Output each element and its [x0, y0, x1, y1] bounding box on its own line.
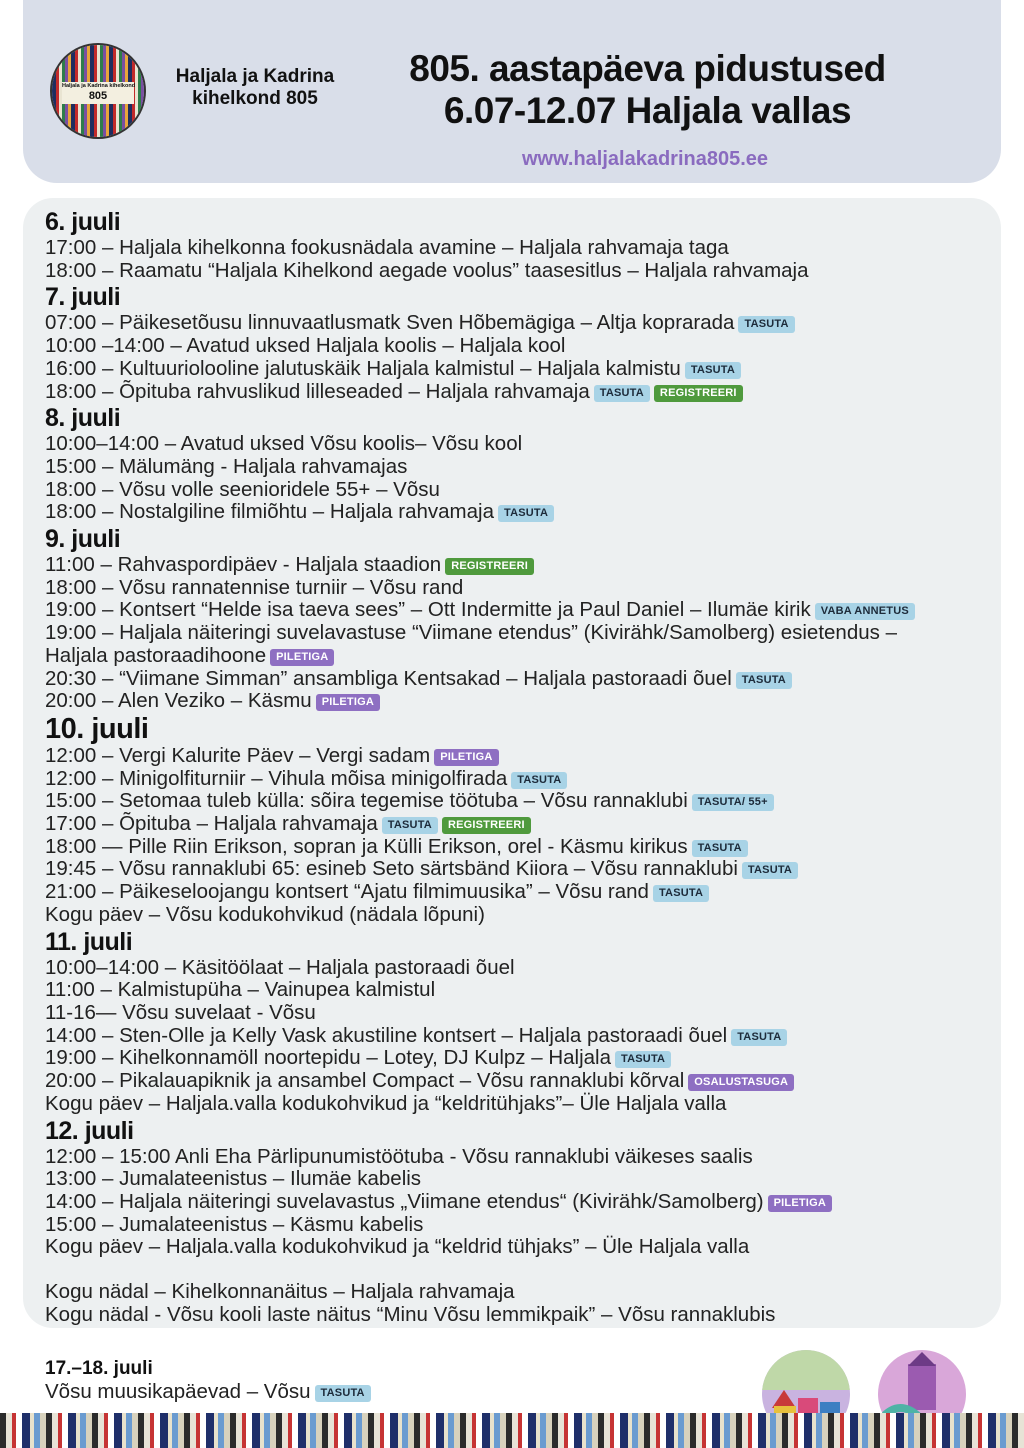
tag-piletiga: PILETIGA	[768, 1195, 832, 1212]
tag-tasuta: TASUTA	[594, 385, 650, 402]
event-row	[45, 1047, 1020, 1070]
tag-tasuta: TASUTA	[685, 362, 741, 379]
tag-tasuta: TASUTA	[738, 316, 794, 333]
event-row	[45, 577, 1020, 600]
event-text: 11:00 – Rahvaspordipäev - Haljala staadion	[45, 553, 442, 577]
event-text: 12:00 – 15:00 Anli Eha Pärlipunumistöötuba - Võsu rannaklubi väikeses saalis	[45, 1144, 753, 1168]
event-text: 18:00 – Võsu volle seenioridele 55+ – Võsu	[45, 477, 440, 501]
tag-tasuta: TASUTA	[511, 772, 567, 789]
event-text: 19:45 – Võsu rannaklubi 65: esineb Seto särtsbänd Kiiora – Võsu rannaklubi	[45, 857, 738, 881]
event-row	[45, 836, 1020, 859]
event-text: 17:00 – Haljala kihelkonna fookusnädala avamine – Haljala rahvamaja taga	[45, 236, 729, 259]
event-row	[45, 979, 1020, 1002]
event-text: 15:00 – Mälumäng - Haljala rahvamajas	[45, 454, 408, 478]
event-text: 20:00 – Pikalauapiknik ja ansambel Compact – Võsu rannaklubi kõrval	[45, 1069, 685, 1093]
event-row	[45, 790, 1020, 813]
event-text: 19:00 – Kontsert “Helde isa taeva sees” – Ott Indermitte ja Paul Daniel – Ilumäe kirik	[45, 598, 811, 622]
event-row	[45, 554, 1020, 577]
event-text: 18:00 – Raamatu “Haljala Kihelkond aegade voolus” taasesitlus – Haljala rahvamaja	[45, 258, 809, 282]
event-row	[45, 622, 945, 667]
week-event-row: Kogu nädal – Kihelkonnanäitus – Haljala rahvamaja	[45, 1280, 515, 1304]
event-text: 15:00 – Jumalateenistus – Käsmu kabelis	[45, 1212, 424, 1236]
event-row	[45, 668, 1020, 691]
day-heading: 9. juuli	[45, 525, 121, 554]
org-name	[160, 66, 350, 110]
event-text: Kogu päev – Haljala.valla kodukohvikud ja “keldritühjaks”– Üle Haljala valla	[45, 1091, 727, 1115]
logo	[52, 45, 144, 137]
org-name-line-1: Haljala ja Kadrina	[175, 66, 335, 87]
event-row	[45, 358, 1020, 381]
event-text: 15:00 – Setomaa tuleb külla: sõira tegemise töötuba – Võsu rannaklubi	[45, 789, 688, 813]
tag-tasuta: TASUTA	[742, 862, 798, 879]
event-text: 18:00 — Pille Riin Erikson, sopran ja Külli Erikson, orel - Käsmu kirikus	[45, 834, 688, 858]
tag-tasuta: TASUTA	[736, 672, 792, 689]
event-row	[45, 1236, 1020, 1259]
tag-tasuta: TASUTA	[692, 840, 748, 857]
day-heading: 6. juuli	[45, 208, 121, 236]
tag-registreeri[interactable]: REGISTREERI	[445, 558, 534, 575]
tag-tasuta: TASUTA	[731, 1029, 787, 1046]
event-row	[45, 1002, 1020, 1025]
event-row	[45, 260, 1020, 283]
day-heading: 8. juuli	[45, 404, 121, 433]
logo-number: 805	[88, 90, 108, 102]
logo-small-text: Haljala ja Kadrina kihelkond	[62, 83, 136, 89]
event-text: 10:00–14:00 – Käsitöölaat – Haljala pastoraadi õuel	[45, 955, 515, 979]
tag-tasuta: TASUTA	[498, 505, 554, 522]
org-name-line-2: kihelkond 805	[192, 88, 318, 109]
tag-registreeri[interactable]: REGISTREERI	[442, 817, 531, 834]
extra-event	[45, 1358, 371, 1404]
tag-registreeri[interactable]: REGISTREERI	[654, 385, 743, 402]
event-text: 14:00 – Sten-Olle ja Kelly Vask akustiline kontsert – Haljala pastoraadi õuel	[45, 1023, 728, 1047]
event-text: 18:00 – Nostalgiline filmiõhtu – Haljala rahvamaja	[45, 500, 494, 524]
event-row	[45, 1025, 1020, 1048]
event-text: 12:00 – Minigolfiturniir – Vihula mõisa minigolfirada	[45, 766, 508, 790]
event-row	[45, 858, 1020, 881]
event-row	[45, 335, 1020, 358]
event-row	[45, 1070, 1020, 1093]
tag-vaba-annetus: VABA ANNETUS	[815, 603, 915, 620]
event-text: 11:00 – Kalmistupüha – Vainupea kalmistul	[45, 978, 436, 1002]
event-row	[45, 1214, 1020, 1237]
event-text: 11-16— Võsu suvelaat - Võsu	[45, 1000, 316, 1024]
tag-tasuta: TASUTA	[315, 1385, 371, 1402]
event-row	[45, 813, 1020, 836]
event-text: 12:00 – Vergi Kalurite Päev – Vergi sadam	[45, 743, 431, 767]
schedule-list	[45, 207, 1020, 1326]
event-row	[45, 501, 1020, 524]
woven-stripe-decoration	[0, 1413, 1024, 1448]
event-text: 19:00 – Kihelkonnamöll noortepidu – Lotey, DJ Kulpz – Haljala	[45, 1046, 612, 1070]
event-row	[45, 381, 1020, 404]
event-text: 07:00 – Päikesetõusu linnuvaatlusmatk Sven Hõbemägiga – Altja koprarada	[45, 311, 735, 335]
event-row	[45, 745, 1020, 768]
event-row	[45, 433, 1020, 456]
event-row	[45, 1093, 1020, 1116]
extra-event-date: 17.–18. juuli	[45, 1358, 153, 1379]
tag-tasuta-55: TASUTA/ 55+	[692, 794, 774, 811]
title-line-2: 6.07-12.07 Haljala vallas	[443, 90, 852, 131]
event-text: 14:00 – Haljala näiteringi suvelavastus „Viimane etendus“ (Kivirähk/Samolberg)	[45, 1189, 764, 1213]
event-text: 10:00 –14:00 – Avatud uksed Haljala koolis – Haljala kool	[45, 334, 566, 358]
day-heading: 7. juuli	[45, 283, 121, 312]
tag-tasuta: TASUTA	[615, 1051, 671, 1068]
logo-plate	[62, 82, 134, 104]
event-text: 10:00–14:00 – Avatud uksed Võsu koolis– Võsu kool	[45, 432, 523, 456]
event-row	[45, 479, 1020, 502]
event-text: 18:00 – Võsu rannatennise turniir – Võsu rand	[45, 575, 464, 599]
event-row	[45, 768, 1020, 791]
tag-piletiga: PILETIGA	[316, 694, 380, 711]
event-text: Kogu päev – Haljala.valla kodukohvikud ja “keldrid tühjaks” – Üle Haljala valla	[45, 1235, 750, 1259]
tag-piletiga: PILETIGA	[270, 649, 334, 666]
event-row	[45, 904, 1020, 927]
title-line-1: 805. aastapäeva pidustused	[409, 48, 886, 89]
tag-piletiga: PILETIGA	[434, 749, 498, 766]
event-row	[45, 456, 1020, 479]
spacer	[45, 1259, 1020, 1281]
day-heading: 10. juuli	[45, 712, 149, 745]
event-text: 18:00 – Õpituba rahvuslikud lilleseaded – Haljala rahvamaja	[45, 379, 590, 403]
event-text: 21:00 – Päikeseloojangu kontsert “Ajatu filmimuusika” – Võsu rand	[45, 880, 649, 904]
extra-event-line	[45, 1380, 371, 1404]
page-title	[360, 48, 935, 132]
tag-osalustasuga: OSALUSTASUGA	[688, 1074, 794, 1091]
event-text: 13:00 – Jumalateenistus – Ilumäe kabelis	[45, 1167, 422, 1191]
event-text: 19:00 – Haljala näiteringi suvelavastuse “Viimane etendus” (Kivirähk/Samolberg) esietendus – Haljala pastoraadihoone	[45, 621, 897, 667]
event-row	[45, 1146, 1020, 1169]
event-row	[45, 237, 1020, 260]
event-row	[45, 690, 1020, 713]
tag-tasuta: TASUTA	[382, 817, 438, 834]
event-text: 17:00 – Õpituba – Haljala rahvamaja	[45, 812, 378, 836]
event-text: 16:00 – Kultuuriolooline jalutuskäik Haljala kalmistul – Haljala kalmistu	[45, 356, 681, 380]
tag-tasuta: TASUTA	[653, 885, 709, 902]
event-text: Kogu päev – Võsu kodukohvikud (nädala lõpuni)	[45, 902, 485, 926]
day-heading: 12. juuli	[45, 1116, 134, 1145]
event-row	[45, 599, 1020, 622]
week-event-row: Kogu nädal - Võsu kooli laste näitus “Minu Võsu lemmikpaik” – Võsu rannaklubis	[45, 1302, 776, 1326]
website-link[interactable]: www.haljalakadrina805.ee	[521, 148, 769, 170]
event-row	[45, 957, 1020, 980]
event-text: 20:30 – “Viimane Simman” ansambliga Kentsakad – Haljala pastoraadi õuel	[45, 666, 732, 690]
event-row	[45, 1168, 1020, 1191]
event-row	[45, 312, 1020, 335]
event-row	[45, 881, 1020, 904]
event-text: 20:00 – Alen Veziko – Käsmu	[45, 689, 312, 713]
event-row	[45, 1191, 1020, 1214]
day-heading: 11. juuli	[45, 927, 133, 956]
extra-event-text: Võsu muusikapäevad – Võsu	[45, 1380, 311, 1403]
